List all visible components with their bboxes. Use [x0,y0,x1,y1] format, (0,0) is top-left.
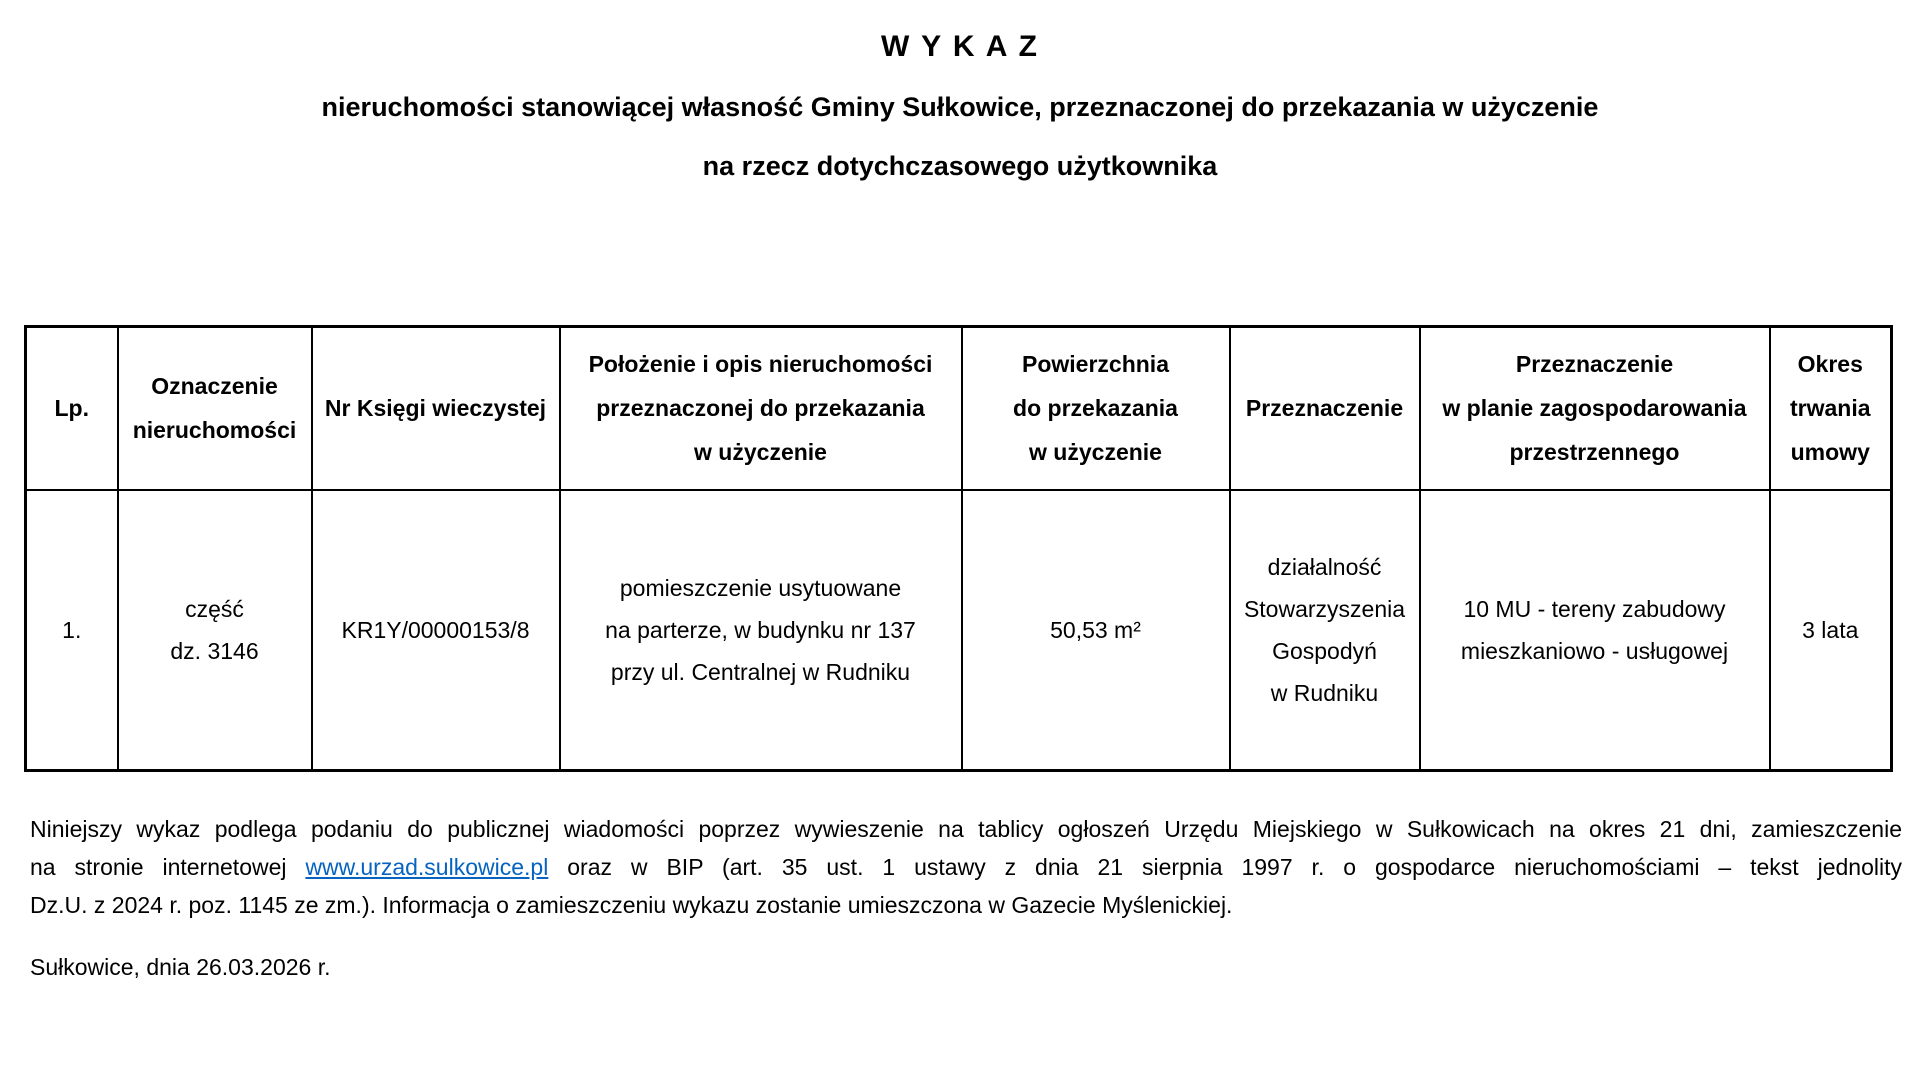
cell-lp: 1. [26,490,118,771]
header-cell-lp: Lp. [26,327,118,490]
header-cell-polozenie: Położenie i opis nieruchomości przeznaczonej do przekazania w użyczenie [560,327,962,490]
page-subtitle-line1: nieruchomości stanowiącej własność Gminy Sułkowice, przeznaczonej do przekazania w użyczenie [321,92,1599,122]
property-listing-table [24,325,1893,772]
cell-polozenie: pomieszczenie usytuowane na parterze, w budynku nr 137 przy ul. Centralnej w Rudniku [560,490,962,771]
header-cell-oznaczenie: Oznaczenie nieruchomości [118,327,312,490]
header-cell-powierzchnia: Powierzchnia do przekazania w użyczenie [962,327,1230,490]
cell-oznaczenie: część dz. 3146 [118,490,312,771]
footer-line-3: Dz.U. z 2024 r. poz. 1145 ze zm.). Informacja o zamieszczeniu wykazu zostanie umieszczona w Gazecie Myślenickiej. [30,892,1233,918]
header-cell-okres-umowy: Okres trwania umowy [1770,327,1892,490]
cell-plan-zagospodarowania: 10 MU - tereny zabudowy mieszkaniowo - usługowej [1420,490,1770,771]
date-line: Sułkowice, dnia 26.03.2026 r. [30,954,331,980]
header-cell-przeznaczenie: Przeznaczenie [1230,327,1420,490]
table-header-row [26,327,1892,490]
page-subtitle-line2: na rzecz dotychczasowego użytkownika [702,151,1218,181]
header-cell-plan-zagospodarowania: Przeznaczenie w planie zagospodarowania przestrzennego [1420,327,1770,490]
table-row [26,490,1892,771]
footer-paragraph [30,810,1902,924]
website-link[interactable]: www.urzad.sulkowice.pl [305,854,549,880]
footer-line-2 [30,848,1902,886]
cell-powierzchnia: 50,53 m² [962,490,1230,771]
footer-line-1: Niniejszy wykaz podlega podaniu do publicznej wiadomości poprzez wywieszenie na tablicy ogłoszeń Urzędu Miejskiego w Sułkowicach na okres 21 dni, zamieszczenie [30,816,1902,842]
footer-line-2-after: oraz w BIP (art. 35 ust. 1 ustawy z dnia 21 sierpnia 1997 r. o gospodarce nieruchomościami – tekst jednolity [567,854,1902,880]
page-title: W Y K A Z [880,30,1039,63]
cell-przeznaczenie: działalność Stowarzyszenia Gospodyń w Rudniku [1230,490,1420,771]
cell-nr-ksiegi: KR1Y/00000153/8 [312,490,560,771]
cell-okres-umowy: 3 lata [1770,490,1892,771]
footer-line-2-before: na stronie internetowej [30,854,287,880]
header-cell-nr-ksiegi: Nr Księgi wieczystej [312,327,560,490]
